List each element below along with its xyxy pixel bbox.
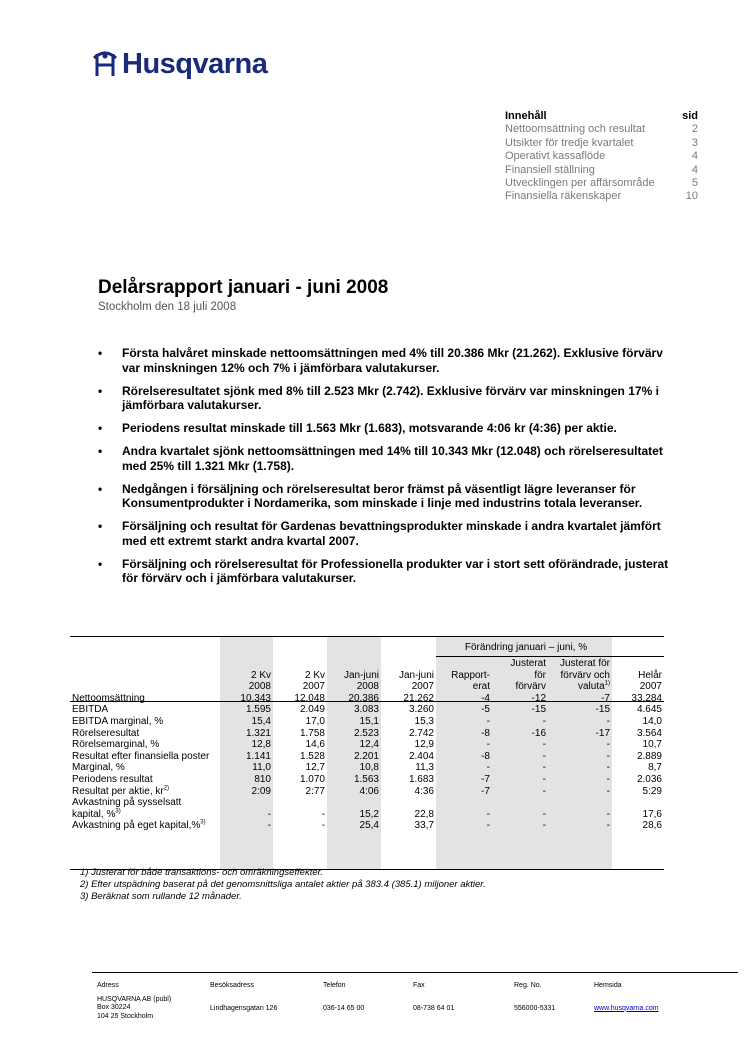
toc-item-label: Utvecklingen per affärsområde [505,177,655,190]
cell-value: 10.343 [240,692,271,704]
cell-value: -7 [481,785,490,797]
cell-value: -17 [595,727,610,739]
col-head: 2008 [356,681,379,693]
toc-item-label: Finansiell ställning [505,163,595,176]
table-row [70,751,664,763]
cell-value: 17,6 [642,808,662,820]
footer-address [97,982,171,1021]
cell-value: 1.321 [245,727,271,739]
cell-value: 14,0 [642,715,662,727]
cell-value: 10,8 [359,762,379,774]
table-row [70,693,664,705]
toc-item-page: 5 [691,177,698,190]
col-head: Justerat för [559,658,610,669]
toc-item-label: Operativt kassaflöde [505,150,606,163]
highlight-item: • Rörelseresultatet sjönk med 8% till 2.523 Mkr (2.742). Exklusive förvärv var minskningen 17% i jämförbara valutakurser. [98,384,678,413]
website-link[interactable]: www.husqvarna.com [594,1004,659,1012]
cell-value: 12,4 [359,739,379,751]
cell-value: 15,3 [414,715,434,727]
cell-value: 21.262 [403,692,434,704]
cell-value: - [321,820,325,832]
cell-value: 3.083 [353,704,379,716]
footer-value: Box 30224 [97,1004,131,1011]
cell-value: 2:77 [305,785,325,797]
cell-value: 33.284 [631,692,662,704]
cell-value: 15,2 [359,808,379,820]
footer-label: Telefon [323,982,346,989]
cell-value: -4 [481,692,490,704]
table-footnotes [80,867,486,903]
row-label: Avkastning på eget kapital,%$^{3)}$ [72,819,206,832]
table-row [70,704,664,716]
footer-label: Adress [97,982,119,989]
footer-value: 036-14 65 00 [323,1004,365,1012]
cell-value: 1.141 [245,750,271,762]
header-row [70,681,664,693]
col-head: förvärv [515,681,546,693]
cell-value: - [542,820,546,832]
highlight-item: • Försäljning och resultat för Gardenas bevattningsprodukter minskade i andra kvartalet jämfört med ett extremt starkt andra kvartal 2007. [98,519,678,548]
cell-value: 22,8 [414,808,434,820]
toc-item[interactable] [505,123,698,136]
toc-item[interactable] [505,164,698,177]
cell-value: 3.564 [636,727,662,739]
cell-value: - [542,773,546,785]
toc-item-page: 10 [685,190,698,203]
cell-value: - [542,808,546,820]
footnote: 3) Beräknat som rullande 12 månader. [80,891,242,902]
cell-value: 1.595 [245,704,271,716]
table-row [70,786,664,798]
row-label: Resultat efter finansiella poster [72,750,210,762]
footnote: 2) Efter utspädning baserat på det genomsnittsliga antalet aktier på 383.4 (385.1) miljoner aktier. [80,879,486,890]
cell-value: 12,7 [305,762,325,774]
toc-item[interactable] [505,137,698,150]
cell-value: - [542,762,546,774]
cell-value: 3.260 [408,704,434,716]
footer-phone [323,982,364,1013]
table-row [70,762,664,774]
cell-value: - [606,785,610,797]
table-of-contents [505,110,698,204]
cell-value: 4:36 [414,785,434,797]
toc-item[interactable] [505,190,698,203]
cell-value: - [542,739,546,751]
footer-label: Reg. No. [514,982,542,989]
report-subtitle: Stockholm den 18 juli 2008 [98,301,237,313]
cell-value: 5:29 [642,785,662,797]
cell-value: 28,6 [642,820,662,832]
cell-value: 17,0 [305,715,325,727]
toc-item[interactable] [505,150,698,163]
highlight-item: • Periodens resultat minskade till 1.563 Mkr (1.683), motsvarande 4:06 kr (4:36) per aktie. [98,421,678,436]
cell-value: 2.742 [408,727,434,739]
cell-value: - [606,715,610,727]
row-label: EBITDA [72,704,109,716]
cell-value: 15,1 [359,715,379,727]
footer-label: Hemsida [594,982,622,989]
cell-value: - [606,820,610,832]
footer-value: 08-738 64 01 [413,1004,455,1012]
key-figures-table [70,636,664,832]
cell-value [273,797,327,809]
highlight-item: • Andra kvartalet sjönk nettoomsättningen med 14% till 10.343 Mkr (12.048) och rörelseresultatet med 25% till 1.321 Mkr (1.758). [98,444,678,473]
toc-header [505,110,698,123]
cell-value: - [606,773,610,785]
col-head: 2008 [248,681,271,693]
cell-value: -8 [481,727,490,739]
husqvarna-logo [92,48,267,81]
footer-visit [210,982,277,1013]
cell-value: - [486,820,490,832]
footer-fax [413,982,454,1013]
toc-item-label: Utsikter för tredje kvartalet [505,136,634,149]
group-rule [436,656,664,657]
footer-rule [92,972,738,973]
row-label: Rörelseresultat [72,727,140,739]
header-row [70,658,664,670]
row-label: Rörelsemarginal, % [72,739,160,751]
cell-value: - [486,715,490,727]
cell-value: -15 [531,704,546,716]
cell-value: 2.404 [408,750,434,762]
cell-value: 2.201 [353,750,379,762]
table-row [70,797,664,809]
cell-value: 14,6 [305,739,325,751]
col-head: Jan-juni [343,669,379,681]
cell-value: 12,8 [251,739,271,751]
cell-value: - [606,808,610,820]
toc-item-page: 2 [691,123,698,136]
col-head: Helår [638,669,662,681]
cell-value: 2:09 [251,785,271,797]
cell-value: 33,7 [414,820,434,832]
brand-name: Husqvarna [122,48,268,80]
cell-value: 2.889 [636,750,662,762]
table-top-rule [70,636,664,637]
table-row [70,728,664,740]
cell-value: - [606,762,610,774]
col-head: 2 Kv [250,669,271,681]
row-label: EBITDA marginal, % [72,715,164,727]
cell-value: - [542,785,546,797]
row-label: Nettoomsättning [72,692,145,704]
table-row [70,774,664,786]
footer-label: Besöksadress [210,982,254,989]
cell-value: 11,3 [415,762,434,774]
toc-item-page: 4 [691,150,698,163]
cell-value: 810 [254,773,271,785]
footer-value: HUSQVARNA AB (publ) [97,995,172,1003]
footer-reg [514,982,555,1013]
cell-value: -16 [531,727,546,739]
cell-value: 1.683 [408,773,434,785]
cell-value: 4:06 [359,785,379,797]
col-head: 2 Kv [304,669,325,681]
cell-value: 12,9 [414,739,434,751]
toc-heading: Innehåll [505,110,547,122]
cell-value: 12.048 [294,692,325,704]
cell-value: - [267,820,271,832]
cell-value: 11,0 [252,762,271,774]
cell-value: -12 [531,692,546,704]
cell-value: -8 [481,750,490,762]
col-head: 2007 [411,681,434,693]
cell-value [548,797,612,809]
financial-table [70,658,664,832]
cell-value: -7 [481,773,490,785]
col-head: 2007 [302,681,325,693]
col-head: Rapport- [451,669,490,681]
table-row [70,716,664,728]
table-row [70,820,664,832]
cell-value: 20.386 [348,692,379,704]
cell-value: - [486,739,490,751]
col-head: valuta$^{1)}$ [577,680,610,693]
cell-value: 1.758 [299,727,325,739]
col-head: förvärv och [560,669,610,681]
footer-web [594,982,659,1013]
col-head: Jan-juni [398,669,434,681]
col-head: erat [472,681,490,693]
cell-value: 2.036 [636,773,662,785]
cell-value: - [606,739,610,751]
cell-value: - [267,808,271,820]
footer-value: 556000-5331 [514,1004,556,1012]
row-label: Resultat per aktie, $kr^{2)}$ [72,785,170,797]
cell-value: - [542,715,546,727]
cell-value: 1.563 [353,773,379,785]
cell-value: 2.523 [353,727,379,739]
highlight-item: • Första halvåret minskade nettoomsättningen med 4% till 20.386 Mkr (21.262). Exklusive förvärv var minskningen 12% och 7% i jämförbara valutakurser. [98,346,678,375]
highlight-item: • Försäljning och rörelseresultat för Professionella produkter var i stort sett oförändrade, justerat för förvärv och i jämförbara valutakurser. [98,557,678,586]
col-head: för [534,669,546,681]
cell-value: 1.528 [299,750,325,762]
cell-value: -7 [601,692,610,704]
cell-value: - [486,808,490,820]
cell-value [327,797,381,809]
cell-value: - [321,808,325,820]
report-title: Delårsrapport januari - juni 2008 [98,277,389,298]
footnote: 1) Justerat för både transaktions- och omräkningseffekter. [80,867,324,878]
cell-value: - [542,750,546,762]
highlights-list [98,346,678,594]
cell-value [436,797,492,809]
cell-value: 4.645 [636,704,662,716]
cell-value [612,797,664,809]
footer-value: Lindhagensgatan 126 [210,1004,278,1012]
cell-value: - [486,762,490,774]
toc-item[interactable] [505,177,698,190]
toc-page-heading: sid [682,110,698,122]
row-label: Avkastning på sysselsatt [72,797,182,809]
footer-label: Fax [413,982,425,989]
cell-value: - [606,750,610,762]
toc-item-label: Finansiella räkenskaper [505,190,622,203]
row-label: Periodens resultat [72,773,153,785]
col-head: Justerat [510,658,546,669]
row-label: kapital, %$^{3)}$ [72,808,121,820]
table-row [70,809,664,821]
cell-value [381,797,436,809]
cell-value: 1.070 [299,773,325,785]
cell-value: 10,7 [642,739,662,751]
cell-value: 25,4 [359,820,379,832]
col-head: 2007 [639,681,662,693]
header-row [70,670,664,682]
row-label: Marginal, % [72,762,125,774]
cell-value [492,797,548,809]
toc-item-page: 3 [691,136,698,149]
cell-value: 2.049 [299,704,325,716]
cell-value: 8,7 [648,762,662,774]
footer-value: 104 25 Stockholm [97,1012,154,1020]
cell-value: -15 [595,704,610,716]
cell-value: 15,4 [251,715,271,727]
highlight-item: • Nedgången i försäljning och rörelseresultat beror främst på väsentligt lägre leveranser för Konsumentprodukter i Nordamerika, som minskade i linje med industrins totala leveranser. [98,482,678,511]
change-group-header: Förändring januari – juni, % [464,642,588,653]
husqvarna-crown-icon [92,50,118,80]
toc-item-page: 4 [691,163,698,176]
cell-value [220,797,273,809]
table-row [70,739,664,751]
cell-value: -5 [481,704,490,716]
toc-item-label: Nettoomsättning och resultat [505,123,646,136]
